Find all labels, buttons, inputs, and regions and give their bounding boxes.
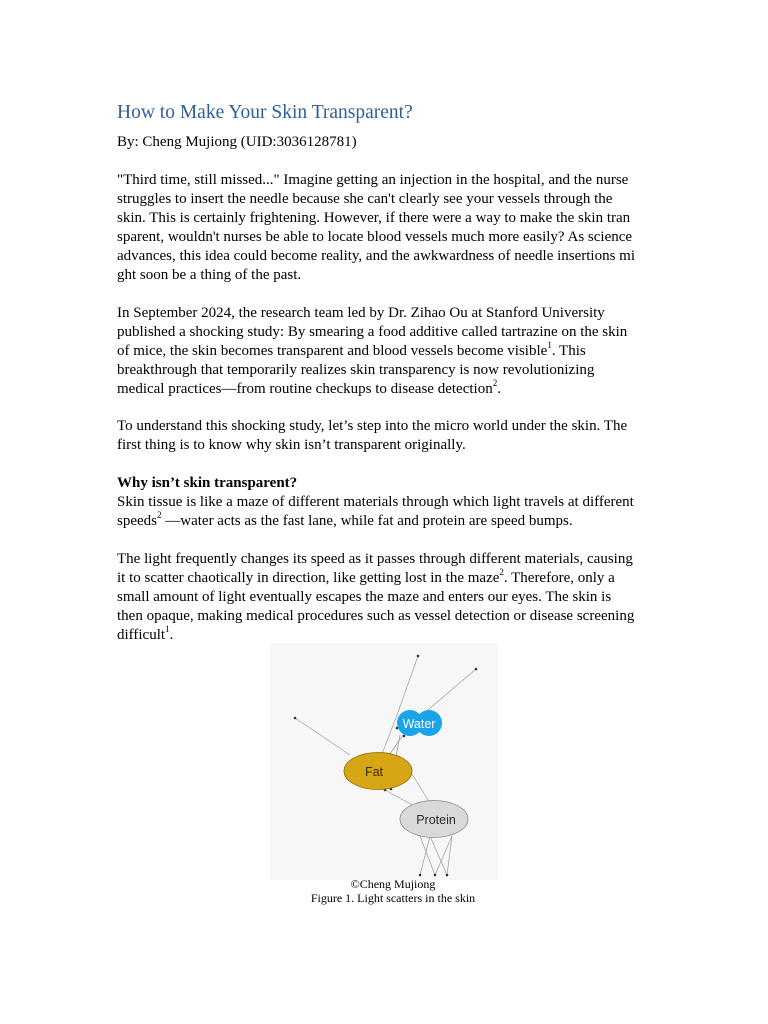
- text-line: Skin tissue is like a maze of different materials through which light travels at different: [117, 494, 634, 510]
- figure-credit: ©Cheng Mujiong: [350, 877, 436, 891]
- text-line: ght soon be a thing of the past.: [117, 267, 302, 283]
- water-label: Water: [402, 717, 436, 731]
- light-scatter-figure: [270, 643, 498, 880]
- protein-label: Protein: [416, 813, 456, 827]
- text-line: To understand this shocking study, let’s step into the micro world under the skin. The: [117, 418, 628, 434]
- light-ray: [295, 718, 350, 755]
- text-line: [117, 342, 657, 361]
- scatter-point: [403, 735, 406, 738]
- text-segment: . Therefore, only a: [503, 570, 615, 586]
- paragraph-study: [117, 304, 657, 399]
- scatter-diagram: [270, 643, 498, 880]
- text-line: "Third time, still missed..." Imagine getting an injection in the hospital, and the nurse: [117, 172, 629, 188]
- text-line: breakthrough that temporarily realizes skin transparency is now revolutionizing: [117, 362, 595, 378]
- text-segment: .: [497, 381, 501, 397]
- light-ray: [420, 836, 430, 875]
- text-segment: .: [169, 627, 174, 643]
- text-line: small amount of light eventually escapes the maze and enters our eyes. The skin is: [117, 589, 612, 605]
- paragraph-intro: [117, 171, 657, 285]
- byline: By: Cheng Mujiong (UID:3036128781): [117, 134, 357, 150]
- figure-caption: Figure 1. Light scatters in the skin: [310, 891, 476, 905]
- text-line: struggles to insert the needle because she can't clearly see your vessels through the: [117, 191, 613, 207]
- text-segment: . This: [551, 343, 586, 359]
- text-segment: difficult: [117, 627, 166, 643]
- fat-label: Fat: [364, 765, 384, 779]
- light-ray: [385, 790, 412, 805]
- paragraph-scattering: [117, 550, 657, 645]
- protein-molecule: [400, 801, 468, 838]
- text-line: skin. This is certainly frightening. However, if there were a way to make the skin tran: [117, 210, 631, 226]
- citation-superscript: 2: [157, 510, 162, 520]
- light-ray: [422, 669, 476, 715]
- scatter-point: [294, 717, 297, 720]
- citation-superscript: 2: [499, 567, 504, 577]
- text-segment: speeds: [117, 513, 157, 529]
- text-line: [117, 569, 657, 588]
- text-line: sparent, wouldn't nurses be able to locate blood vessels much more easily? As science: [117, 229, 633, 245]
- section-heading: Why isn’t skin transparent?: [117, 475, 298, 491]
- paragraph-transition: [117, 417, 657, 455]
- text-line: first thing is to know why skin isn’t transparent originally.: [117, 437, 466, 453]
- light-ray: [397, 656, 418, 715]
- text-line: [117, 512, 657, 531]
- text-segment: of mice, the skin becomes transparent and blood vessels become visible: [117, 343, 548, 359]
- scatter-point: [417, 655, 420, 658]
- text-line: advances, this idea could become reality, and the awkwardness of needle insertions mi: [117, 248, 636, 264]
- citation-superscript: 1: [165, 624, 170, 634]
- citation-superscript: 2: [492, 378, 498, 388]
- text-segment: medical practices—from routine checkups to disease detection: [117, 381, 493, 397]
- text-line: then opaque, making medical procedures such as vessel detection or disease screening: [117, 608, 635, 624]
- scatter-point: [419, 874, 422, 877]
- water-molecule: [397, 710, 442, 736]
- article-title: How to Make Your Skin Transparent?: [117, 102, 413, 123]
- scatter-point: [434, 874, 437, 877]
- text-segment: it to scatter chaotically in direction, like getting lost in the maze: [117, 570, 500, 586]
- text-line: The light frequently changes its speed as it passes through different materials, causing: [117, 551, 633, 567]
- scatter-point: [475, 668, 478, 671]
- citation-superscript: 1: [547, 340, 552, 350]
- text-line: [117, 380, 657, 399]
- text-segment: —water acts as the fast lane, while fat and protein are speed bumps.: [161, 513, 573, 529]
- text-line: published a shocking study: By smearing a food additive called tartrazine on the skin: [117, 324, 628, 340]
- fat-molecule: [344, 753, 412, 790]
- scatter-point: [446, 874, 449, 877]
- light-ray: [412, 774, 430, 803]
- section-why-not-transparent: [117, 474, 657, 531]
- text-line: In September 2024, the research team led by Dr. Zihao Ou at Stanford University: [117, 305, 605, 321]
